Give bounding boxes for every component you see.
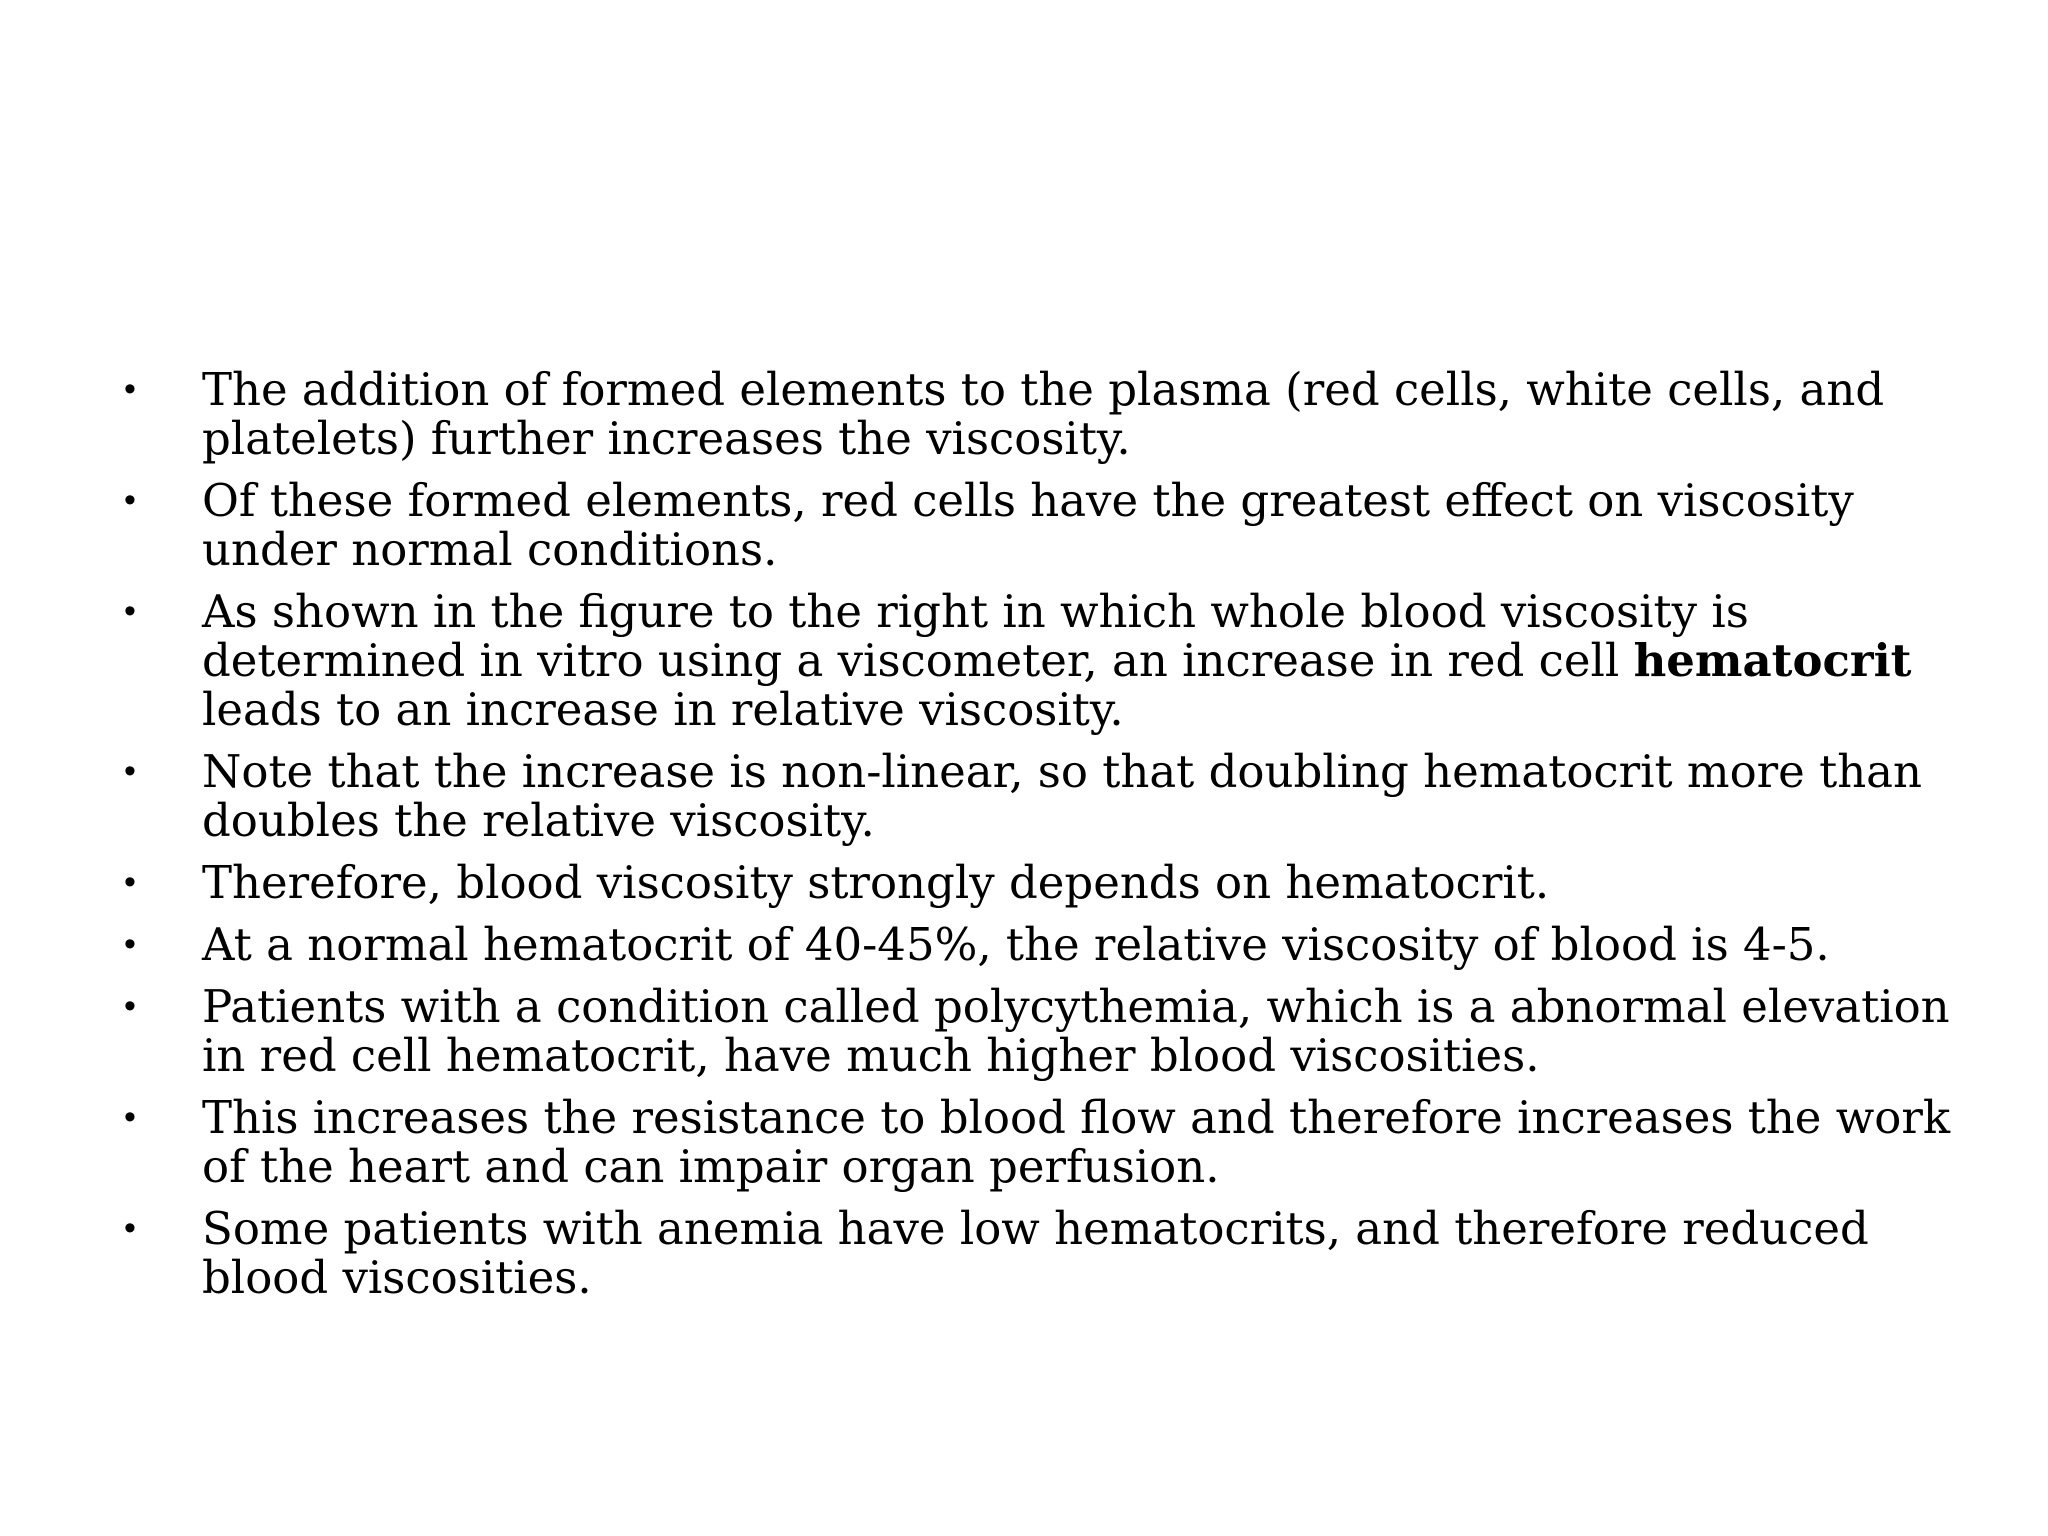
bullet-text: Some patients with anemia have low hematocrits, and therefore reduced blood viscosities. <box>202 1202 1869 1304</box>
bullet-item-1 <box>118 365 1978 463</box>
bullet-text: This increases the resistance to blood flow and therefore increases the work of the heart and can impair organ perfusion. <box>202 1091 1951 1193</box>
bullet-icon: • <box>124 925 136 963</box>
bullet-item-6 <box>118 920 1978 969</box>
bullet-text: Patients with a condition called polycythemia, which is a abnormal elevation in red cell hematocrit, have much higher blood viscosities. <box>202 980 1950 1082</box>
bullet-icon: • <box>124 370 136 408</box>
bullet-icon: • <box>124 1098 136 1136</box>
bullet-text: The addition of formed elements to the plasma (red cells, white cells, and platelets) further increases the viscosity. <box>202 363 1885 465</box>
bullet-text: Therefore, blood viscosity strongly depends on hematocrit. <box>202 856 1550 909</box>
bullet-icon: • <box>124 1209 136 1247</box>
bullet-item-5 <box>118 858 1978 907</box>
bullet-item-7 <box>118 982 1978 1080</box>
bullet-icon: • <box>124 987 136 1025</box>
bullet-icon: • <box>124 752 136 790</box>
bullet-item-3 <box>118 587 1978 734</box>
bullet-text <box>202 587 1978 734</box>
bullet-text-after: leads to an increase in relative viscosity. <box>202 683 1124 736</box>
bullet-item-4 <box>118 747 1978 845</box>
bullet-icon: • <box>124 863 136 901</box>
bullet-text-before: As shown in the figure to the right in which whole blood viscosity is determined in vitro using a viscometer, an increase in red cell <box>202 585 1749 687</box>
bullet-text: Of these formed elements, red cells have the greatest effect on viscosity under normal conditions. <box>202 474 1854 576</box>
bullet-item-2 <box>118 476 1978 574</box>
bullet-item-8 <box>118 1093 1978 1191</box>
bullet-item-9 <box>118 1204 1978 1302</box>
bullet-text: Note that the increase is non-linear, so that doubling hematocrit more than doubles the relative viscosity. <box>202 745 1922 847</box>
bullet-icon: • <box>124 592 136 630</box>
bullet-icon: • <box>124 481 136 519</box>
bullet-list <box>118 365 1978 1315</box>
bullet-text: At a normal hematocrit of 40-45%, the relative viscosity of blood is 4-5. <box>202 918 1830 971</box>
bold-term-hematocrit: hematocrit <box>1633 634 1912 687</box>
